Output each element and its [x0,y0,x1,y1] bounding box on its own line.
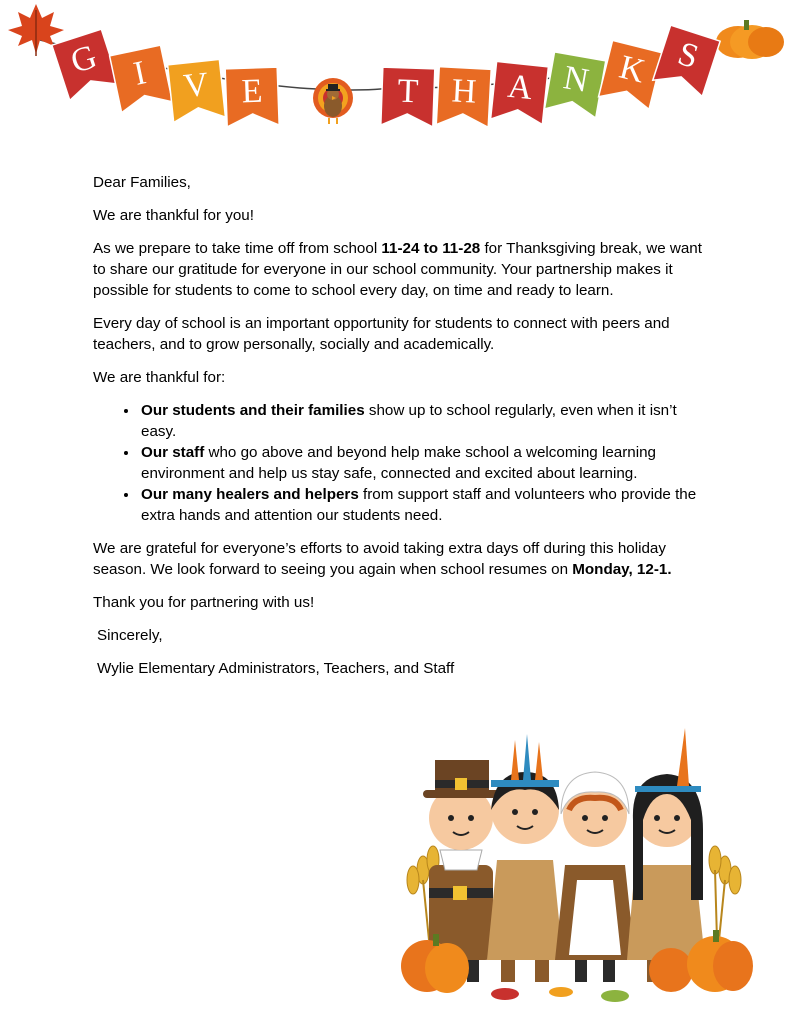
native-boy [487,734,563,982]
banner-letter: N [560,59,592,100]
banner-flag [52,29,119,100]
banner-flag [168,59,226,122]
banner-flag [491,61,549,124]
paragraph-break-dates: As we prepare to take time off from school 11-24 to 11-28 for Thanksgiving break, we want to share our gratitude for everyone in our school community. Your partnership makes it possible for students to come to school every day, on time and ready to learn. [93,240,702,299]
banner-flag [225,67,279,127]
break-dates: 11-24 to 11-28 [381,240,481,257]
pilgrim-girl [555,772,635,982]
banner-flags [52,25,720,127]
banner-letter: E [240,72,264,111]
banner-flag [436,67,491,128]
banner-letter: H [450,72,478,111]
wheat-icon [709,846,741,940]
letter-body [93,172,703,691]
list-item: • Our staff who go above and beyond help make school a welcoming learning environment and help us stay safe, connected and excited about learning. [139,442,703,484]
paragraph-opportunity: Every day of school is an important opportunity for students to connect with peers and teachers, and to grow personally, socially and academically. [93,315,670,353]
thankful-list [93,400,703,526]
banner-letter: I [130,54,150,93]
leaf-icon [491,987,629,1002]
banner-flag [110,45,173,113]
banner-flag [599,40,663,109]
banner-letter: A [505,67,535,108]
closing: Sincerely, [97,627,163,644]
thanksgiving-kids-illustration [385,720,765,1010]
banner-flag [381,67,435,127]
banner-letter: T [396,72,420,111]
list-intro: We are thankful for: [93,369,226,386]
signature: Wylie Elementary Administrators, Teachers, and Staff [97,660,455,677]
give-thanks-banner [0,0,791,160]
banner-letter: G [66,38,102,81]
list-item: • Our many healers and helpers from support staff and volunteers who provide the extra hands and attention our students need. [139,484,703,526]
list-item: • Our students and their families show up to school regularly, even when it isn’t easy. [139,400,703,442]
thankful-line: We are thankful for you! [93,207,254,224]
native-girl [627,728,705,982]
banner-letter: K [615,48,649,91]
thanks-line: Thank you for partnering with us! [93,594,315,611]
paragraph-resume: We are grateful for everyone’s efforts to avoid taking extra days off during this holiday season. We look forward to seeing you again when school resumes on Monday, 12-1. [93,540,672,578]
greeting: Dear Families, [93,174,191,191]
banner-flag [544,52,605,118]
turkey-icon [313,78,353,124]
resume-date: Monday, 12-1. [572,561,672,578]
banner-letter: V [181,65,211,106]
banner-letter: S [673,35,703,77]
pumpkin-icon [716,20,784,59]
banner-flag [653,25,720,96]
